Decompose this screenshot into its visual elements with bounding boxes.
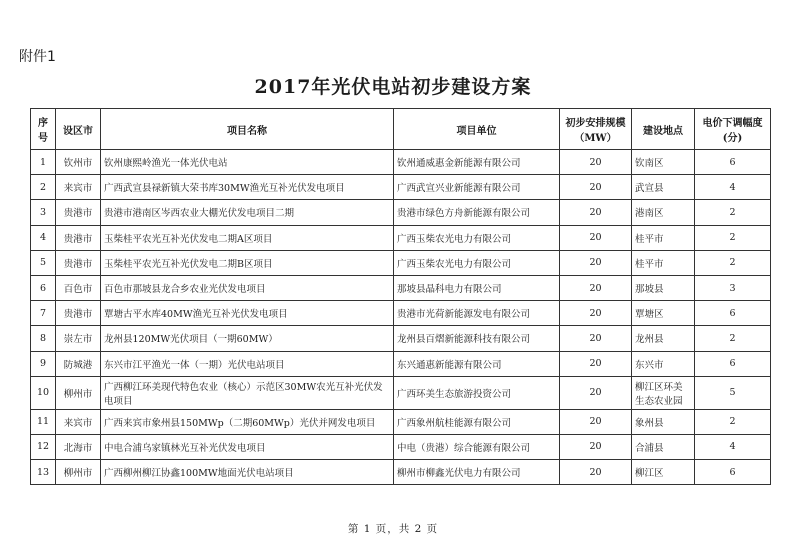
table-body xyxy=(31,150,771,485)
cell-project-name: 钦州康熙岭渔光一体光伏电站 xyxy=(101,150,394,175)
cell-price-cut: 3 xyxy=(695,275,771,300)
cell-location: 港南区 xyxy=(632,200,695,225)
cell-project-name: 玉柴桂平农光互补光伏发电二期A区项目 xyxy=(101,225,394,250)
cell-price-cut: 2 xyxy=(695,326,771,351)
table-row xyxy=(31,225,771,250)
cell-project-unit: 广西象州航桂能源有限公司 xyxy=(394,409,560,434)
table-row xyxy=(31,326,771,351)
cell-project-unit: 贵港市光荷新能源发电有限公司 xyxy=(394,301,560,326)
table-header-row xyxy=(31,109,771,150)
cell-city: 柳州市 xyxy=(56,460,101,485)
table-row xyxy=(31,434,771,459)
cell-scale: 20 xyxy=(560,409,632,434)
cell-city: 钦州市 xyxy=(56,150,101,175)
table-row xyxy=(31,301,771,326)
cell-project-unit: 广西玉柴农光电力有限公司 xyxy=(394,250,560,275)
cell-index: 12 xyxy=(31,434,56,459)
cell-project-unit: 贵港市绿色方舟新能源有限公司 xyxy=(394,200,560,225)
cell-scale: 20 xyxy=(560,326,632,351)
cell-project-unit: 东兴通惠新能源有限公司 xyxy=(394,351,560,376)
cell-city: 北海市 xyxy=(56,434,101,459)
cell-project-unit: 中电（贵港）综合能源有限公司 xyxy=(394,434,560,459)
cell-location: 柳江区 xyxy=(632,460,695,485)
table-row xyxy=(31,409,771,434)
cell-city: 百色市 xyxy=(56,275,101,300)
cell-city: 贵港市 xyxy=(56,250,101,275)
cell-price-cut: 5 xyxy=(695,376,771,409)
cell-index: 11 xyxy=(31,409,56,434)
cell-project-name: 广西柳州柳江协鑫100MW地面光伏电站项目 xyxy=(101,460,394,485)
cell-location: 象州县 xyxy=(632,409,695,434)
cell-index: 13 xyxy=(31,460,56,485)
table-row xyxy=(31,200,771,225)
cell-price-cut: 4 xyxy=(695,434,771,459)
cell-project-unit: 柳州市柳鑫光伏电力有限公司 xyxy=(394,460,560,485)
cell-index: 1 xyxy=(31,150,56,175)
cell-scale: 20 xyxy=(560,150,632,175)
header-city: 设区市 xyxy=(56,109,101,150)
cell-price-cut: 6 xyxy=(695,351,771,376)
cell-scale: 20 xyxy=(560,175,632,200)
attachment-label: 附件1 xyxy=(19,49,56,65)
cell-scale: 20 xyxy=(560,351,632,376)
cell-project-name: 中电合浦乌家镇林光互补光伏发电项目 xyxy=(101,434,394,459)
cell-index: 5 xyxy=(31,250,56,275)
cell-scale: 20 xyxy=(560,275,632,300)
cell-scale: 20 xyxy=(560,200,632,225)
cell-index: 3 xyxy=(31,200,56,225)
cell-scale: 20 xyxy=(560,376,632,409)
cell-scale: 20 xyxy=(560,250,632,275)
cell-project-unit: 广西环美生态旅游投资公司 xyxy=(394,376,560,409)
cell-price-cut: 6 xyxy=(695,460,771,485)
cell-price-cut: 2 xyxy=(695,225,771,250)
cell-project-name: 覃塘古平水库40MW渔光互补光伏发电项目 xyxy=(101,301,394,326)
cell-location: 那坡县 xyxy=(632,275,695,300)
cell-city: 来宾市 xyxy=(56,409,101,434)
cell-scale: 20 xyxy=(560,460,632,485)
header-location: 建设地点 xyxy=(632,109,695,150)
header-scale: 初步安排规模（MW） xyxy=(560,109,632,150)
cell-project-name: 百色市那坡县龙合乡农业光伏发电项目 xyxy=(101,275,394,300)
cell-city: 来宾市 xyxy=(56,175,101,200)
cell-city: 贵港市 xyxy=(56,301,101,326)
cell-price-cut: 2 xyxy=(695,409,771,434)
cell-location: 东兴市 xyxy=(632,351,695,376)
cell-index: 8 xyxy=(31,326,56,351)
cell-project-name: 玉柴桂平农光互补光伏发电二期B区项目 xyxy=(101,250,394,275)
cell-location: 武宣县 xyxy=(632,175,695,200)
cell-city: 贵港市 xyxy=(56,200,101,225)
table-row xyxy=(31,175,771,200)
table-row xyxy=(31,351,771,376)
cell-project-name: 贵港市港南区岑西农业大棚光伏发电项目二期 xyxy=(101,200,394,225)
cell-location: 覃塘区 xyxy=(632,301,695,326)
cell-project-name: 东兴市江平渔光一体（一期）光伏电站项目 xyxy=(101,351,394,376)
table-row xyxy=(31,376,771,409)
page-footer: 第 1 页，共 2 页 xyxy=(347,523,439,535)
table-row xyxy=(31,150,771,175)
cell-city: 防城港 xyxy=(56,351,101,376)
cell-location: 桂平市 xyxy=(632,225,695,250)
cell-city: 崇左市 xyxy=(56,326,101,351)
cell-location: 钦南区 xyxy=(632,150,695,175)
cell-project-name: 广西来宾市象州县150MWp（二期60MWp）光伏并网发电项目 xyxy=(101,409,394,434)
cell-price-cut: 2 xyxy=(695,200,771,225)
cell-scale: 20 xyxy=(560,434,632,459)
cell-city: 贵港市 xyxy=(56,225,101,250)
cell-location: 合浦县 xyxy=(632,434,695,459)
cell-project-name: 龙州县120MW光伏项目（一期60MW） xyxy=(101,326,394,351)
cell-price-cut: 2 xyxy=(695,250,771,275)
header-project-name: 项目名称 xyxy=(101,109,394,150)
cell-price-cut: 6 xyxy=(695,150,771,175)
cell-index: 7 xyxy=(31,301,56,326)
cell-location: 柳江区环美生态农业园 xyxy=(632,376,695,409)
cell-price-cut: 4 xyxy=(695,175,771,200)
cell-price-cut: 6 xyxy=(695,301,771,326)
cell-index: 2 xyxy=(31,175,56,200)
table-row xyxy=(31,460,771,485)
cell-index: 10 xyxy=(31,376,56,409)
table-row xyxy=(31,275,771,300)
cell-project-unit: 钦州通威惠金新能源有限公司 xyxy=(394,150,560,175)
cell-location: 龙州县 xyxy=(632,326,695,351)
cell-project-unit: 广西玉柴农光电力有限公司 xyxy=(394,225,560,250)
project-table xyxy=(30,108,771,485)
cell-city: 柳州市 xyxy=(56,376,101,409)
page-title: 2017年光伏电站初步建设方案 xyxy=(254,76,532,98)
cell-index: 9 xyxy=(31,351,56,376)
header-price-cut: 电价下调幅度(分) xyxy=(695,109,771,150)
cell-project-unit: 广西武宣兴业新能源有限公司 xyxy=(394,175,560,200)
cell-scale: 20 xyxy=(560,225,632,250)
header-index: 序号 xyxy=(31,109,56,150)
cell-project-name: 广西武宣县禄新镇大荣书库30MW渔光互补光伏发电项目 xyxy=(101,175,394,200)
cell-project-unit: 龙州县百熠新能源科技有限公司 xyxy=(394,326,560,351)
table-row xyxy=(31,250,771,275)
cell-scale: 20 xyxy=(560,301,632,326)
cell-project-name: 广西柳江环美现代特色农业（核心）示范区30MW农光互补光伏发电项目 xyxy=(101,376,394,409)
cell-location: 桂平市 xyxy=(632,250,695,275)
cell-index: 6 xyxy=(31,275,56,300)
cell-project-unit: 那坡县晶科电力有限公司 xyxy=(394,275,560,300)
cell-index: 4 xyxy=(31,225,56,250)
header-project-unit: 项目单位 xyxy=(394,109,560,150)
